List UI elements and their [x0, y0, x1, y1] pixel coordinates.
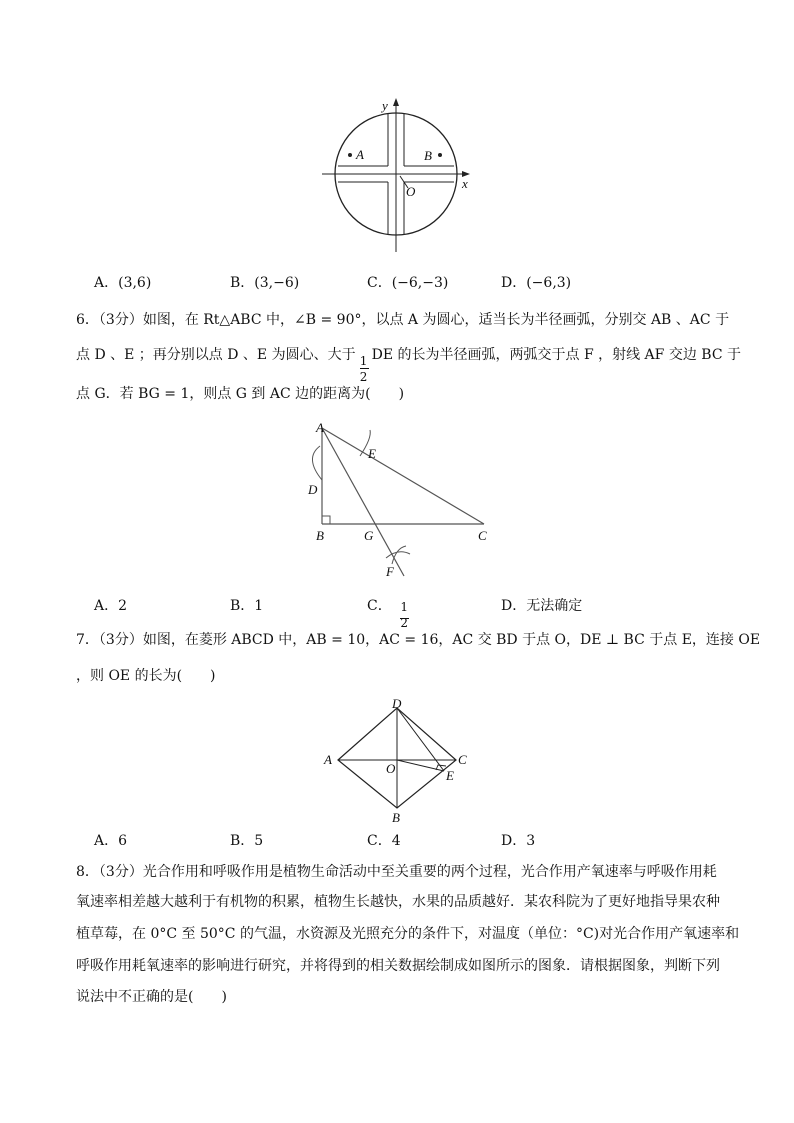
- q7-line-1: 7．（3分）如图，在菱形 ABCD 中，AB = 10，AC = 16，AC 交 BD 于点 O，DE ⊥ BC 于点 E，连接 OE: [76, 632, 761, 648]
- q5-option-d[interactable]: D．(−6,3): [501, 275, 572, 291]
- q6-option-c-num: 1: [400, 600, 408, 614]
- q6-line-2: [76, 345, 741, 384]
- q8-line-2: 氧速率相差越大越利于有机物的积累，植物生长越快，水果的品质越好．某农科院为了更好地指导果农种: [76, 894, 720, 910]
- q7-label-e: E: [446, 768, 454, 783]
- q6-label-f: F: [386, 564, 394, 579]
- q5-option-b[interactable]: B．(3,−6): [230, 275, 300, 291]
- q5-x-label: x: [462, 176, 468, 191]
- q5-option-c[interactable]: C．(−6,−3): [367, 275, 449, 291]
- q6-option-a[interactable]: A．2: [94, 598, 128, 614]
- q6-label-d: D: [308, 482, 318, 497]
- q6-option-b[interactable]: B．1: [230, 598, 264, 614]
- q6-label-c: C: [478, 528, 487, 543]
- q8-line-3: 植草莓，在 0°C 至 50°C 的气温，水资源及光照充分的条件下，对温度（单位：°C)对光合作用产氧速率和: [76, 926, 740, 942]
- q6-figure: [300, 418, 500, 584]
- q7-option-d[interactable]: D．3: [501, 833, 536, 849]
- q6-option-c-den: 2: [400, 616, 408, 630]
- q5-origin-label: O: [406, 184, 416, 199]
- q6-line-3: 点 G．若 BG = 1，则点 G 到 AC 边的距离为( ): [76, 386, 405, 402]
- q7-line-2: ，则 OE 的长为( ): [76, 668, 216, 684]
- q7-label-b: B: [392, 810, 400, 825]
- q6-option-d[interactable]: D．无法确定: [501, 598, 583, 614]
- q5-point-a-label: A: [356, 147, 364, 162]
- q8-line-5: 说法中不正确的是( ): [76, 989, 227, 1005]
- q6-fraction-num: 1: [359, 354, 368, 368]
- q5-figure: [318, 96, 478, 256]
- q6-fraction-den: 2: [359, 370, 368, 384]
- q5-point-b-label: B: [424, 148, 432, 163]
- q7-figure: [320, 696, 480, 826]
- q6-label-b: B: [316, 528, 324, 543]
- q6-line-2-before: 点 D 、E ；再分别以点 D 、E 为圆心、大于: [76, 347, 356, 363]
- q7-label-a: A: [324, 752, 332, 767]
- q6-line-2-after: DE 的长为半径画弧，两弧交于点 F ，射线 AF 交边 BC 于: [371, 347, 741, 363]
- q6-label-g: G: [364, 528, 374, 543]
- q7-option-a[interactable]: A．6: [94, 833, 128, 849]
- q5-option-a[interactable]: A．(3,6): [94, 275, 152, 291]
- q7-option-c[interactable]: C．4: [367, 833, 401, 849]
- q6-label-a: A: [316, 420, 324, 435]
- q6-label-e: E: [368, 446, 376, 461]
- q7-label-c: C: [458, 752, 467, 767]
- q5-y-label: y: [382, 98, 388, 113]
- q7-option-b[interactable]: B．5: [230, 833, 264, 849]
- q8-line-1: 8．（3分）光合作用和呼吸作用是植物生命活动中至关重要的两个过程，光合作用产氧速率与呼吸作用耗: [76, 864, 717, 880]
- q8-line-4: 呼吸作用耗氧速率的影响进行研究，并将得到的相关数据绘制成如图所示的图象．请根据图象，判断下列: [76, 958, 720, 974]
- q7-label-d: D: [392, 696, 402, 711]
- q6-option-c-label: C．: [367, 598, 392, 614]
- q7-label-o: O: [386, 761, 396, 776]
- q6-option-c[interactable]: [367, 595, 410, 630]
- q6-line-1: 6．（3分）如图，在 Rt△ABC 中，∠B = 90°，以点 A 为圆心，适当长为半径画弧，分别交 AB 、AC 于: [76, 312, 730, 328]
